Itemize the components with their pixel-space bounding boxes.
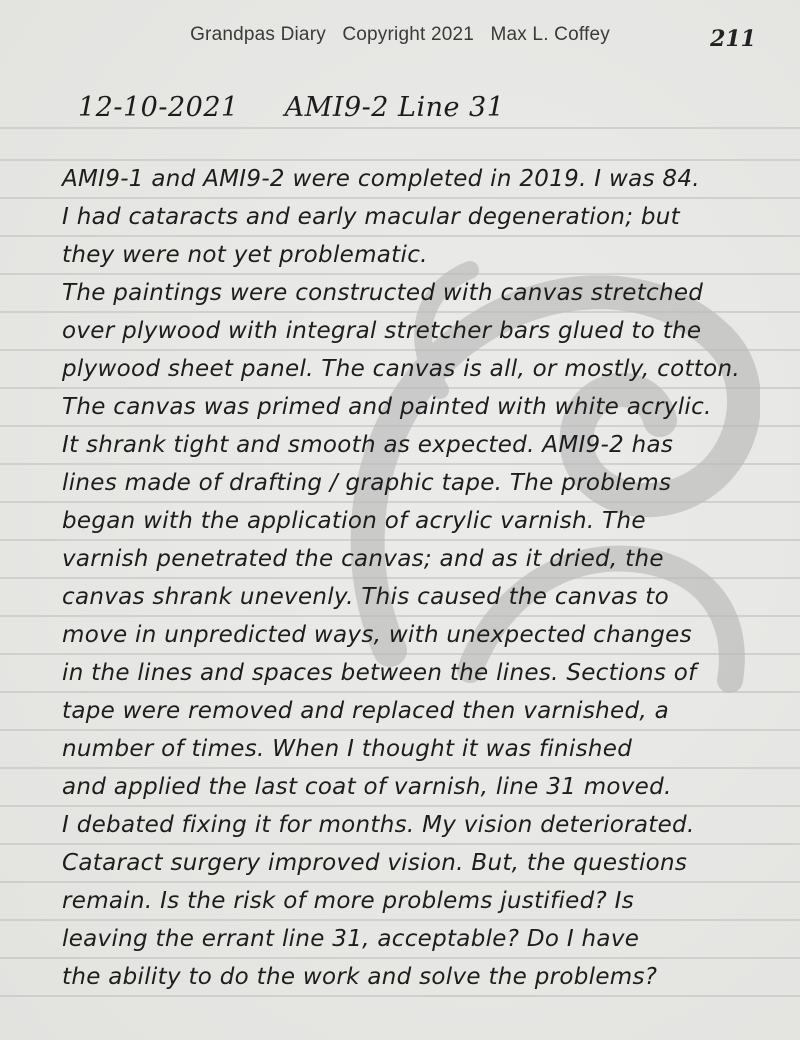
text-line: remain. Is the risk of more problems justified? Is — [62, 888, 635, 914]
text-line: I debated fixing it for months. My vision deteriorated. — [62, 812, 695, 838]
text-line: and applied the last coat of varnish, line 31 moved. — [62, 774, 672, 800]
text-line: move in unpredicted ways, with unexpected changes — [62, 622, 692, 648]
text-line: over plywood with integral stretcher bars glued to the — [62, 318, 702, 344]
entry-date: 12-10-2021 — [78, 92, 239, 123]
text-line: Cataract surgery improved vision. But, the questions — [62, 850, 688, 876]
text-line: plywood sheet panel. The canvas is all, or mostly, cotton. — [62, 356, 740, 382]
text-line: number of times. When I thought it was finished — [62, 736, 633, 762]
text-line: lines made of drafting / graphic tape. The problems — [62, 470, 672, 496]
text-line: The paintings were constructed with canvas stretched — [62, 280, 704, 306]
text-line: the ability to do the work and solve the problems? — [62, 964, 658, 990]
header-title: Grandpas Diary Copyright 2021 Max L. Coffey — [190, 24, 610, 45]
text-line: It shrank tight and smooth as expected. AMI9-2 has — [62, 432, 674, 458]
text-line: I had cataracts and early macular degeneration; but — [62, 204, 680, 230]
text-line: leaving the errant line 31, acceptable? Do I have — [62, 926, 640, 952]
page-number: 211 — [710, 26, 756, 52]
text-line: in the lines and spaces between the lines. Sections of — [62, 660, 697, 686]
text-line: varnish penetrated the canvas; and as it dried, the — [62, 546, 664, 572]
text-line: canvas shrank unevenly. This caused the canvas to — [62, 584, 669, 610]
text-line: they were not yet problematic. — [62, 242, 428, 268]
text-line: began with the application of acrylic varnish. The — [62, 508, 646, 534]
text-line: The canvas was primed and painted with white acrylic. — [62, 394, 712, 420]
text-line: AMI9-1 and AMI9-2 were completed in 2019. I was 84. — [62, 166, 700, 192]
entry-subject: AMI9-2 Line 31 — [284, 92, 505, 123]
text-line: tape were removed and replaced then varnished, a — [62, 698, 669, 724]
